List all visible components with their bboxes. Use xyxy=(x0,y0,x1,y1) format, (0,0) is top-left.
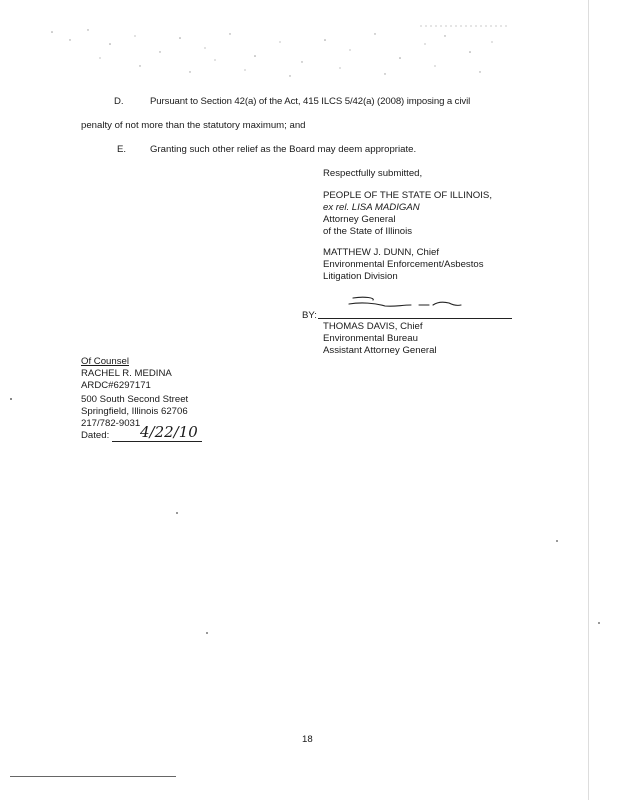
signature-scribble xyxy=(345,292,465,314)
paragraph-d-line2: penalty of not more than the statutory maximum; and xyxy=(81,120,306,131)
paragraph-d-line1: Pursuant to Section 42(a) of the Act, 415 ILCS 5/42(a) (2008) imposing a civil xyxy=(150,96,471,107)
signature-line xyxy=(318,318,512,319)
scan-noise xyxy=(40,22,510,82)
scan-speck xyxy=(598,622,600,624)
signatory-line-2: ex rel. LISA MADIGAN xyxy=(323,202,420,213)
division-line-3: Litigation Division xyxy=(323,271,398,282)
paragraph-e-text: Granting such other relief as the Board may deem appropriate. xyxy=(150,144,417,155)
dated-label: Dated: xyxy=(81,430,110,441)
scan-edge-line xyxy=(588,0,589,800)
counsel-address-2: Springfield, Illinois 62706 xyxy=(81,406,188,417)
by-label: BY: xyxy=(302,310,317,321)
division-line-1: MATTHEW J. DUNN, Chief xyxy=(323,247,440,258)
scan-speck xyxy=(206,632,208,634)
signer-title-1: Environmental Bureau xyxy=(323,333,418,344)
scan-speck xyxy=(176,512,178,514)
counsel-phone: 217/782-9031 xyxy=(81,418,141,429)
signer-title-2: Assistant Attorney General xyxy=(323,345,437,356)
closing: Respectfully submitted, xyxy=(323,168,423,179)
counsel-address-1: 500 South Second Street xyxy=(81,394,189,405)
counsel-name: RACHEL R. MEDINA xyxy=(81,368,172,379)
dated-line xyxy=(112,441,202,442)
scan-speck xyxy=(10,398,12,400)
dated-handwritten: 4/22/10 xyxy=(140,423,198,441)
counsel-heading: Of Counsel xyxy=(81,356,129,367)
page-number: 18 xyxy=(302,734,313,745)
signer-name: THOMAS DAVIS, Chief xyxy=(323,321,423,332)
signatory-line-4: of the State of Illinois xyxy=(323,226,413,237)
counsel-ardc: ARDC#6297171 xyxy=(81,380,151,391)
division-line-2: Environmental Enforcement/Asbestos xyxy=(323,259,484,270)
paragraph-d-letter: D. xyxy=(114,96,124,107)
scan-edge-line xyxy=(10,776,176,777)
scan-speck xyxy=(556,540,558,542)
signatory-line-3: Attorney General xyxy=(323,214,396,225)
signatory-line-1: PEOPLE OF THE STATE OF ILLINOIS, xyxy=(323,190,492,201)
paragraph-e-letter: E. xyxy=(117,144,127,155)
